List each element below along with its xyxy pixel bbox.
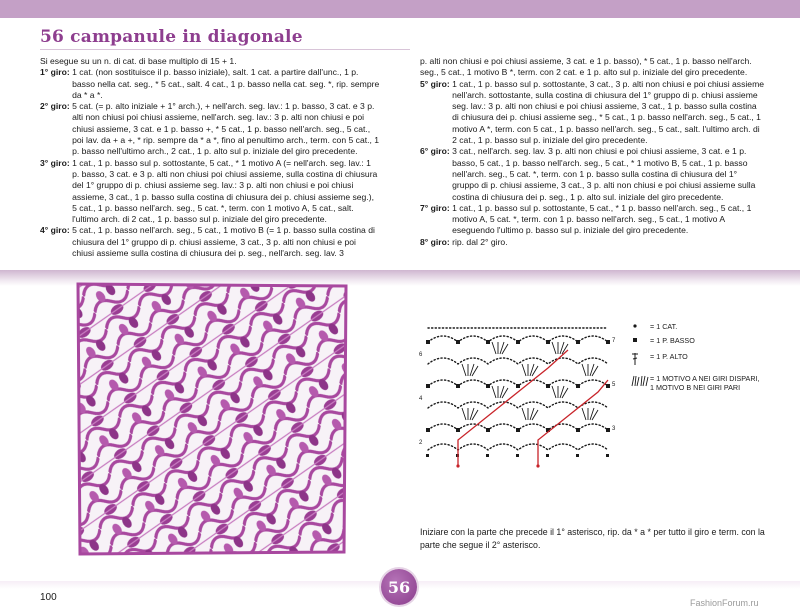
round-text: rip. dal 2° giro. — [452, 236, 508, 247]
round-4 — [40, 225, 380, 259]
round-text: 1 cat., 1 p. basso sul p. sottostante, 5 cat., * 1 motivo A (= nell'arch. seg. lav.: 1 p. basso, 3 cat. e 3 p. alti non chiusi poi chiusi assieme, sulla costina di chiusura del 1° gruppo di p. chiusi assieme seg. lav.: 3 p. alti non chiusi e poi chiusi assieme, 3 cat., 1 p. basso sulla costina di chiusura dei p. chiusi assieme seg.), 5 cat., 1 p. basso nell'arch. seg., 5 cat. *, term. con 1 motivo A, 5 cat., salt. l'ultimo arch. di 2 cat., 1 p. basso sul p. iniziale del giro precedente. — [72, 157, 378, 225]
legend-text: = 1 CAT. — [650, 322, 678, 331]
round-text: 5 cat. (= p. alto iniziale + 1° arch.), + nell'arch. seg. lav.: 1 p. basso, 3 cat. e 3 p. alti non chiusi poi chiusi assieme, nell'arch. seg. lav.: 3 p. alti non chiusi e poi chiusi assieme, 3 cat. e 1 p. basso +, * 5 cat., 1 p. basso nell'arch. seg., 5 cat., poi lav. da + a +, * rip. sempre da * a *, fino al penultimo arch., term. con 5 cat., 1 p. basso nell'ultimo arch., 2 cat., 1 p. alto sul p. iniziale del giro precedente. — [72, 101, 380, 157]
round-label: 1° giro: — [40, 67, 70, 78]
crochet-swatch-photo — [72, 280, 352, 558]
instructions-left-column — [40, 56, 380, 259]
motif-fan-icon — [630, 374, 650, 388]
pattern-title: 56 campanule in diagonale — [40, 27, 303, 47]
round-text: 1 cat., 1 p. basso sul p. sottostante, 5 cat., * 1 p. basso nell'arch. seg., 5 cat., 1 motivo A, 5 cat. *, term. con 1 p. basso nell'arch. seg., 5 cat., 1 motivo A eseguendo l'ultimo p. basso sul p. iniziale del giro precedente. — [452, 202, 752, 236]
round-label: 4° giro: — [40, 225, 70, 236]
row-number: 7 — [612, 338, 616, 344]
title-rule — [40, 49, 410, 50]
tall-cross-icon — [630, 352, 650, 366]
row-number: 4 — [419, 396, 423, 402]
round-3 — [40, 158, 380, 226]
round-4-continued — [420, 56, 765, 79]
round-text: p. alti non chiusi e poi chiusi assieme, 3 cat. e 1 p. basso), * 5 cat., 1 p. basso nell'arch. seg., 5 cat., 1 motivo B *, term. con 2 cat. e 1 p. alto sul p. iniziale del giro precedente. — [420, 56, 752, 78]
row-number: 6 — [419, 352, 423, 358]
round-5 — [420, 79, 765, 147]
crochet-chart-diagram — [418, 320, 618, 470]
round-7 — [420, 203, 765, 237]
round-text: 1 cat. (non sostituisce il p. basso iniziale), salt. 1 cat. a partire dall'unc., 1 p. basso nella cat. seg., * 5 cat., salt. 4 cat., 1 p. basso nella cat. seg. *, rip. sempre da * a *. — [72, 67, 380, 100]
round-label: 2° giro: — [40, 101, 70, 112]
legend-item-motif-cont — [650, 383, 740, 392]
round-8 — [420, 237, 765, 248]
top-color-bar — [0, 0, 800, 18]
legend-text: = 1 MOTIVO A NEI GIRI DISPARI, — [650, 374, 760, 383]
legend-text: 1 MOTIVO B NEI GIRI PARI — [650, 383, 741, 392]
round-label: 5° giro: — [420, 78, 450, 89]
round-text: 1 cat., 1 p. basso sul p. sottostante, 3 cat., 3 p. alti non chiusi e poi chiusi assieme nell'arch. sottostante, sulla costina di chiusura del 1° gruppo di p. chiusi assieme seg. lav.: 3 p. alti non chiusi e poi chiusi assieme, 3 cat., 1 p. basso sulla costina di chiusura dei p. chiusi assieme seg., * 5 cat., 1 p. basso nell'arch. seg., 5 cat., 1 motivo A *, term. con 5 cat., 1 p. basso nell'arch. seg., 5 cat., salt. l'ultimo arch. di 2 cat., 1 p. basso sul p. iniziale del giro precedente. — [452, 78, 765, 146]
square-icon — [630, 336, 650, 346]
legend-text: = 1 P. BASSO — [650, 336, 695, 345]
watermark: FashionForum.ru — [690, 598, 759, 608]
dot-icon — [630, 322, 650, 332]
intro-text: Si esegue su un n. di cat. di base multiplo di 15 + 1. — [40, 56, 237, 66]
row-number: 5 — [612, 382, 616, 388]
legend-item-single-crochet — [630, 336, 695, 346]
pattern-number-badge: 56 — [381, 569, 417, 605]
round-6 — [420, 146, 765, 202]
row-number: 2 — [419, 440, 423, 446]
legend-text: = 1 P. ALTO — [650, 352, 688, 361]
round-text: 5 cat., 1 p. basso nell'arch. seg., 5 cat., 1 motivo B (= 1 p. basso sulla costina di chiusura del 1° gruppo di p. chiusi assieme, 3 cat., 3 p. alti non chiusi e poi chiusi assieme sulla costina di chiusura dei p. seg., nell'arch. seg. lav. 3 — [72, 225, 375, 259]
round-2 — [40, 101, 380, 157]
legend-item-chain — [630, 322, 677, 332]
repeat-note: Iniziare con la parte che precede il 1° asterisco, rip. da * a * per tutto il giro e term. con la parte che segue il 2° asterisco. — [420, 527, 765, 550]
row-number: 3 — [612, 426, 616, 432]
diagram-row-1 — [426, 454, 609, 457]
round-text: 3 cat., nell'arch. seg. lav. 3 p. alti non chiusi e poi chiusi assieme, 3 cat. e 1 p. basso, 5 cat., 1 p. basso nell'arch. seg., 5 cat., * 1 motivo B, 5 cat., 1 p. basso nell'arch. seg., 5 cat. *, term. con 1 p. basso sulla costina di chiusura del 1° gruppo di p. chiusi assieme, 3 cat., 3 p. alti non chiusi e poi chiusi assieme sulla costina di chiusura dei p. seg., 1 p. alto sul. iniziale del giro precedente. — [452, 146, 756, 202]
legend-item-double-crochet — [630, 352, 688, 366]
round-1 — [40, 67, 380, 101]
round-label: 7° giro: — [420, 202, 450, 213]
page-number: 100 — [40, 592, 57, 603]
round-label: 3° giro: — [40, 157, 70, 168]
instructions-right-column — [420, 56, 765, 248]
round-label: 8° giro: — [420, 236, 450, 247]
round-label: 6° giro: — [420, 146, 450, 157]
